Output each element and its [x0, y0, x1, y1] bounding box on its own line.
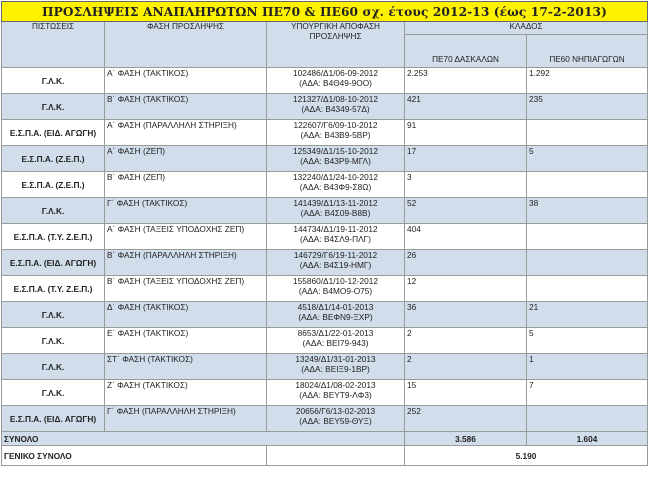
- phase-cell: Ε΄ ΦΑΣΗ (ΤΑΚΤΙΚΟΣ): [105, 328, 267, 354]
- decision-ada: (ΑΔΑ: Β43Φ9-Σ8Ω): [299, 182, 372, 192]
- decision-number: 132240/Δ1/24-10-2012: [293, 172, 378, 182]
- credit-cell: Γ.Λ.Κ.: [2, 198, 105, 224]
- decision-number: 102486/Δ1/06-09-2012: [293, 68, 378, 78]
- pe70-cell: 26: [405, 250, 527, 276]
- phase-cell: Β΄ ΦΑΣΗ (ΖΕΠ): [105, 172, 267, 198]
- phase-cell: Γ΄ ΦΑΣΗ (ΤΑΚΤΙΚΟΣ): [105, 198, 267, 224]
- header-row: [2, 22, 648, 35]
- credit-cell: Ε.Σ.Π.Α. (ΕΙΔ. ΑΓΩΓΗ): [2, 120, 105, 146]
- pe70-cell: 2: [405, 354, 527, 380]
- pe60-cell: 21: [527, 302, 648, 328]
- phase-cell: Α΄ ΦΑΣΗ (ΤΑΞΕΙΣ ΥΠΟΔΟΧΗΣ ΖΕΠ): [105, 224, 267, 250]
- table-row: [2, 302, 648, 328]
- title-row: [2, 2, 648, 22]
- credit-cell: Ε.Σ.Π.Α. (Τ.Υ. Ζ.Ε.Π.): [2, 276, 105, 302]
- table-row: [2, 328, 648, 354]
- decision-ada: (ΑΔΑ: Β4Σ09-Β8Β): [300, 208, 371, 218]
- total-pe70: 3.586: [405, 432, 527, 446]
- pe60-cell: [527, 276, 648, 302]
- grand-total-spacer: [267, 446, 405, 466]
- pe60-cell: [527, 120, 648, 146]
- phase-cell: Β΄ ΦΑΣΗ (ΤΑΚΤΙΚΟΣ): [105, 94, 267, 120]
- header-decision: ΥΠΟΥΡΓΙΚΗ ΑΠΟΦΑΣΗ ΠΡΟΣΛΗΨΗΣ: [267, 22, 405, 68]
- pe70-cell: 252: [405, 406, 527, 432]
- decision-cell: [267, 406, 405, 432]
- decision-ada: (ΑΔΑ: Β4Σ19-ΗΜΓ): [299, 260, 372, 270]
- pe70-cell: 3: [405, 172, 527, 198]
- phase-cell: Ζ΄ ΦΑΣΗ (ΤΑΚΤΙΚΟΣ): [105, 380, 267, 406]
- table-row: [2, 146, 648, 172]
- decision-ada: (ΑΔΑ: ΒΕΙΞ9-1ΒΡ): [301, 364, 370, 374]
- pe70-cell: 2: [405, 328, 527, 354]
- credit-cell: Ε.Σ.Π.Α. (Ζ.Ε.Π.): [2, 172, 105, 198]
- pe70-cell: 2.253: [405, 68, 527, 94]
- pe60-cell: 5: [527, 328, 648, 354]
- header-phase: ΦΑΣΗ ΠΡΟΣΛΗΨΗΣ: [105, 22, 267, 68]
- header-pe70: ΠΕ70 ΔΑΣΚΑΛΩΝ: [405, 35, 527, 68]
- decision-ada: (ΑΔΑ: Β4Θ49-9ΟΟ): [299, 78, 372, 88]
- decision-cell: [267, 328, 405, 354]
- credit-cell: Ε.Σ.Π.Α. (ΕΙΔ. ΑΓΩΓΗ): [2, 250, 105, 276]
- table-row: [2, 224, 648, 250]
- table-row: [2, 276, 648, 302]
- header-pe60: ΠΕ60 ΝΗΠΙΑΓΩΓΩΝ: [527, 35, 648, 68]
- table-row: [2, 380, 648, 406]
- decision-number: 141439/Δ1/13-11-2012: [293, 198, 378, 208]
- table-row: [2, 172, 648, 198]
- table-row: [2, 68, 648, 94]
- grand-total-value: 5.190: [405, 446, 648, 466]
- decision-cell: [267, 276, 405, 302]
- credit-cell: Γ.Λ.Κ.: [2, 302, 105, 328]
- pe60-cell: 235: [527, 94, 648, 120]
- decision-ada: (ΑΔΑ: Β43Ρ9-ΜΓΛ): [300, 156, 371, 166]
- decision-ada: (ΑΔΑ: Β43Β9-5ΒΡ): [300, 130, 371, 140]
- credit-cell: Γ.Λ.Κ.: [2, 68, 105, 94]
- decision-cell: [267, 120, 405, 146]
- decision-ada: (ΑΔΑ: ΒΕΙ79-943): [302, 338, 369, 348]
- recruitment-table: [1, 1, 648, 466]
- total-row: [2, 432, 648, 446]
- table-row: [2, 198, 648, 224]
- credit-cell: Ε.Σ.Π.Α. (Ζ.Ε.Π.): [2, 146, 105, 172]
- phase-cell: Α΄ ΦΑΣΗ (ΤΑΚΤΙΚΟΣ): [105, 68, 267, 94]
- header-branch: ΚΛΑΔΟΣ: [405, 22, 648, 35]
- decision-ada: (ΑΔΑ: Β4ΜΟ9-Ο75): [298, 286, 373, 296]
- table-row: [2, 406, 648, 432]
- grand-total-label: ΓΕΝΙΚΟ ΣΥΝΟΛΟ: [2, 446, 267, 466]
- decision-cell: [267, 172, 405, 198]
- pe70-cell: 12: [405, 276, 527, 302]
- table-row: [2, 250, 648, 276]
- decision-number: 13249/Δ1/31-01-2013: [295, 354, 376, 364]
- pe60-cell: [527, 406, 648, 432]
- grand-total-row: [2, 446, 648, 466]
- decision-number: 122607/Γ6/09-10-2012: [293, 120, 378, 130]
- credit-cell: Γ.Λ.Κ.: [2, 328, 105, 354]
- decision-number: 20656/Γ6/13-02-2013: [295, 406, 376, 416]
- decision-number: 144734/Δ1/19-11-2012: [293, 224, 378, 234]
- pe70-cell: 52: [405, 198, 527, 224]
- decision-ada: (ΑΔΑ: ΒΕΥ59-ΘΥΞ): [299, 416, 372, 426]
- decision-number: 4518/Δ1/14-01-2013: [297, 302, 374, 312]
- phase-cell: Γ΄ ΦΑΣΗ (ΠΑΡΑΛΛΗΛΗ ΣΤΗΡΙΞΗ): [105, 406, 267, 432]
- table-row: [2, 354, 648, 380]
- pe70-cell: 15: [405, 380, 527, 406]
- decision-ada: (ΑΔΑ: Β4349-57Δ): [301, 104, 370, 114]
- decision-number: 146729/Γ6/19-11-2012: [293, 250, 378, 260]
- decision-ada: (ΑΔΑ: ΒΕΥΤ9-ΛΦ3): [299, 390, 372, 400]
- pe60-cell: 38: [527, 198, 648, 224]
- phase-cell: Α΄ ΦΑΣΗ (ΖΕΠ): [105, 146, 267, 172]
- decision-cell: [267, 68, 405, 94]
- decision-cell: [267, 302, 405, 328]
- pe60-cell: 5: [527, 146, 648, 172]
- phase-cell: Β΄ ΦΑΣΗ (ΤΑΞΕΙΣ ΥΠΟΔΟΧΗΣ ΖΕΠ): [105, 276, 267, 302]
- credit-cell: Γ.Λ.Κ.: [2, 380, 105, 406]
- table-row: [2, 94, 648, 120]
- pe60-cell: 1.292: [527, 68, 648, 94]
- decision-cell: [267, 250, 405, 276]
- decision-cell: [267, 94, 405, 120]
- pe60-cell: 1: [527, 354, 648, 380]
- header-credits: ΠΙΣΤΩΣΕΙΣ: [2, 22, 105, 68]
- document: [1, 1, 647, 466]
- decision-cell: [267, 380, 405, 406]
- pe70-cell: 91: [405, 120, 527, 146]
- pe60-cell: 7: [527, 380, 648, 406]
- decision-cell: [267, 224, 405, 250]
- decision-cell: [267, 198, 405, 224]
- decision-number: 155860/Δ1/10-12-2012: [293, 276, 378, 286]
- total-label: ΣΥΝΟΛΟ: [2, 432, 405, 446]
- credit-cell: Γ.Λ.Κ.: [2, 94, 105, 120]
- decision-number: 121327/Δ1/08-10-2012: [293, 94, 378, 104]
- decision-number: 18024/Δ1/08-02-2013: [295, 380, 376, 390]
- total-pe60: 1.604: [527, 432, 648, 446]
- decision-cell: [267, 354, 405, 380]
- pe60-cell: [527, 250, 648, 276]
- phase-cell: Δ΄ ΦΑΣΗ (ΤΑΚΤΙΚΟΣ): [105, 302, 267, 328]
- pe70-cell: 404: [405, 224, 527, 250]
- decision-ada: (ΑΔΑ: ΒΕΦΝ9-ΞΧΡ): [298, 312, 373, 322]
- pe70-cell: 421: [405, 94, 527, 120]
- pe70-cell: 36: [405, 302, 527, 328]
- pe70-cell: 17: [405, 146, 527, 172]
- phase-cell: Β΄ ΦΑΣΗ (ΠΑΡΑΛΛΗΛΗ ΣΤΗΡΙΞΗ): [105, 250, 267, 276]
- credit-cell: Ε.Σ.Π.Α. (ΕΙΔ. ΑΓΩΓΗ): [2, 406, 105, 432]
- decision-number: 125349/Δ1/15-10-2012: [293, 146, 378, 156]
- decision-number: 8653/Δ1/22-01-2013: [297, 328, 374, 338]
- decision-ada: (ΑΔΑ: Β4ΣΛ9-ΠΛΓ): [299, 234, 372, 244]
- pe60-cell: [527, 172, 648, 198]
- decision-cell: [267, 146, 405, 172]
- pe60-cell: [527, 224, 648, 250]
- credit-cell: Ε.Σ.Π.Α. (Τ.Υ. Ζ.Ε.Π.): [2, 224, 105, 250]
- phase-cell: Α΄ ΦΑΣΗ (ΠΑΡΑΛΛΗΛΗ ΣΤΗΡΙΞΗ): [105, 120, 267, 146]
- table-title: ΠΡΟΣΛΗΨΕΙΣ ΑΝΑΠΛΗΡΩΤΩΝ ΠΕ70 & ΠΕ60 σχ. έτους 2012-13 (έως 17-2-2013): [2, 2, 648, 22]
- phase-cell: ΣΤ΄ ΦΑΣΗ (ΤΑΚΤΙΚΟΣ): [105, 354, 267, 380]
- credit-cell: Γ.Λ.Κ.: [2, 354, 105, 380]
- table-row: [2, 120, 648, 146]
